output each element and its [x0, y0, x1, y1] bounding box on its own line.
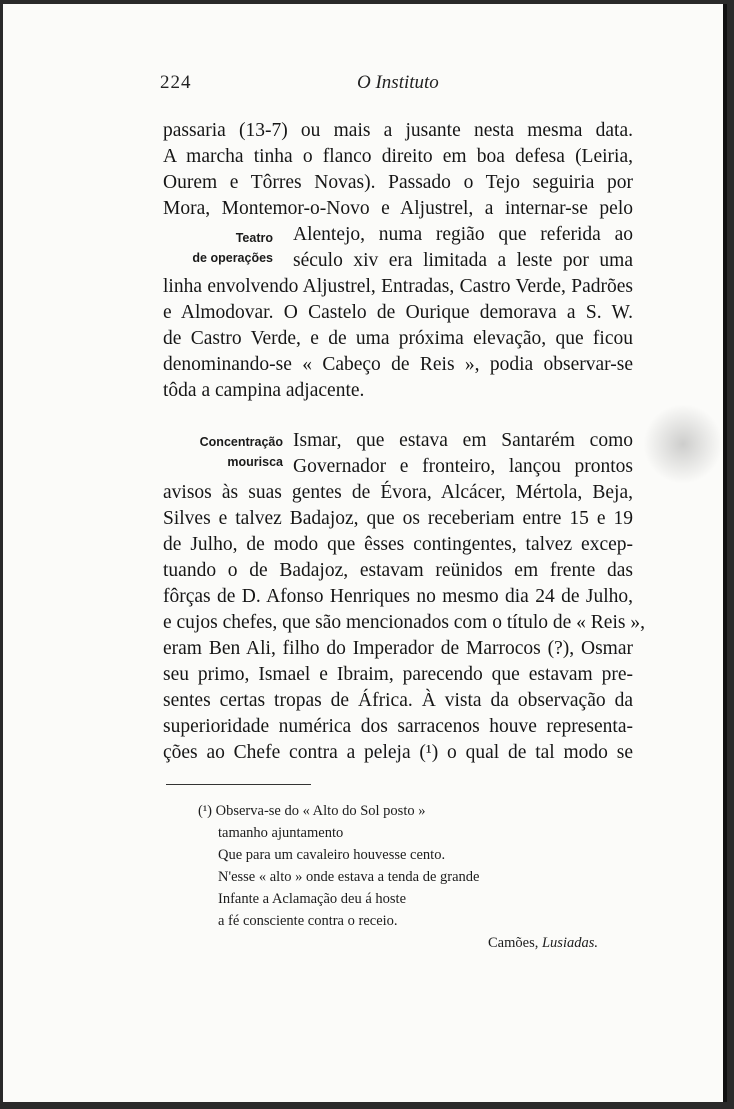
footnote-line: Que para um cavaleiro houvesse cento. — [218, 847, 446, 863]
footnote-source-work: Lusiadas. — [541, 935, 598, 951]
text-line: e cujos chefes, que são mencionados com o título de « Reis », — [163, 612, 645, 633]
margin-note-line: de operações — [192, 251, 273, 265]
text-line: Alentejo, numa região que referida ao — [293, 224, 633, 245]
page-number: 224 — [160, 72, 192, 93]
text-line: linha envolvendo Aljustrel, Entradas, Castro Verde, Padrões — [163, 276, 633, 297]
book-page — [3, 4, 727, 1102]
text-line: superioridade numérica dos sarracenos houve representa- — [163, 716, 633, 737]
running-title: O Instituto — [357, 72, 439, 93]
margin-note-line: Teatro — [235, 231, 273, 245]
footnote-rule — [166, 784, 311, 785]
text-line: e Almodovar. O Castelo de Ourique demorava a S. W. — [163, 302, 633, 323]
page-stain — [643, 404, 723, 484]
text-line: fôrças de D. Afonso Henriques no mesmo dia 24 de Julho, — [163, 586, 633, 607]
footnote-source-author: Camões, — [488, 935, 539, 951]
text-line: eram Ben Ali, filho do Imperador de Marrocos (?), Osmar — [163, 638, 633, 659]
margin-note-concentracao — [173, 432, 283, 472]
text-line: seu primo, Ismael e Ibraim, parecendo que estavam pre- — [163, 664, 633, 685]
text-line: Ismar, que estava em Santarém como — [293, 430, 633, 451]
footnote-line: Infante a Aclamação deu á hoste — [218, 891, 407, 907]
margin-note-line: mourisca — [227, 455, 283, 469]
margin-note-line: Concentração — [199, 435, 283, 449]
text-line: passaria (13-7) ou mais a jusante nesta mesma data. — [163, 120, 633, 141]
text-line: tuando o de Badajoz, estavam reünidos em frente das — [163, 560, 633, 581]
paragraph-2 — [163, 428, 645, 766]
text-line: ções ao Chefe contra a peleja (¹) o qual de tal modo se — [163, 742, 633, 763]
footnote-line: N'esse « alto » onde estava a tenda de grande — [218, 869, 480, 885]
text-line: A marcha tinha o flanco direito em boa defesa (Leiria, — [163, 146, 633, 167]
footnote-line: tamanho ajuntamento — [218, 825, 344, 841]
text-line: Ourem e Tôrres Novas). Passado o Tejo seguiria por — [163, 172, 633, 193]
text-line: Mora, Montemor-o-Novo e Aljustrel, a internar-se pelo — [163, 198, 633, 219]
text-line: sentes certas tropas de África. À vista da observação da — [163, 690, 633, 711]
footnote — [198, 800, 618, 954]
footnote-line: a fé consciente contra o receio. — [218, 913, 398, 929]
footnote-line: (¹) Observa-se do « Alto do Sol posto » — [198, 803, 426, 819]
text-line: de Castro Verde, e de uma próxima elevação, que ficou — [163, 328, 633, 349]
text-line: denominando-se « Cabeço de Reis », podia observar-se — [163, 354, 633, 375]
text-line: tôda a campina adjacente. — [163, 380, 365, 401]
text-line: Governador e fronteiro, lançou prontos — [293, 456, 633, 477]
page-header — [160, 72, 630, 98]
text-line: avisos às suas gentes de Évora, Alcácer, Mértola, Beja, — [163, 482, 633, 503]
text-line: de Julho, de modo que êsses contingentes, talvez excep- — [163, 534, 633, 555]
footnote-source — [198, 932, 618, 954]
text-line: Silves e talvez Badajoz, que os receberiam entre 15 e 19 — [163, 508, 633, 529]
margin-note-teatro — [173, 228, 273, 268]
text-line: século xiv era limitada a leste por uma — [293, 250, 633, 271]
